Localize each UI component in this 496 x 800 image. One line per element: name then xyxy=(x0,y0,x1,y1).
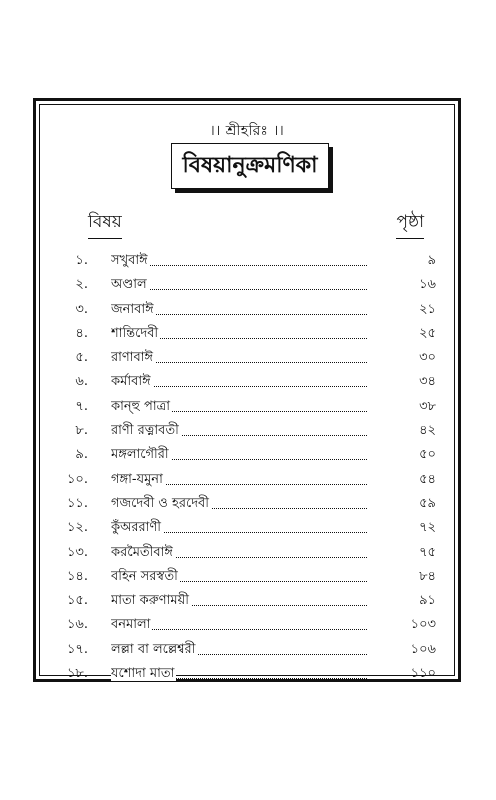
entry-page: ১৬ xyxy=(419,277,436,293)
title-box xyxy=(171,143,329,189)
list-item xyxy=(40,324,454,348)
entry-page: ২৫ xyxy=(419,325,436,341)
list-item xyxy=(40,397,454,421)
entry-page: ১০৩ xyxy=(410,617,436,633)
entry-title-line xyxy=(111,664,367,685)
list-item xyxy=(40,591,454,615)
entry-title-line xyxy=(111,591,367,612)
entry-title-line xyxy=(111,348,367,369)
invocation-text: ।। শ্রীহরিঃ ।। xyxy=(209,123,285,139)
entry-title: কর্মাবাঈ xyxy=(111,374,151,390)
entry-page: ৫৪ xyxy=(419,471,436,487)
entry-number: ১১. xyxy=(66,495,88,511)
entry-page: ৩০ xyxy=(419,350,436,366)
entry-title-line xyxy=(111,494,367,515)
header-page: পৃষ্ঠা xyxy=(396,209,424,239)
entry-title: সখুবাঈ xyxy=(111,253,148,268)
list-item xyxy=(40,543,454,567)
dot-leader xyxy=(111,289,367,290)
list-item xyxy=(40,567,454,591)
list-item xyxy=(40,275,454,299)
list-item xyxy=(40,251,454,275)
entry-title: অণ্ডাল xyxy=(111,277,147,293)
entry-number: ৯. xyxy=(75,447,88,463)
entry-title-line xyxy=(111,567,367,588)
entry-title: লল্লা বা লল্লেশ্বরী xyxy=(111,641,196,657)
contents-list xyxy=(40,251,454,688)
entry-page: ১১০ xyxy=(410,666,436,682)
entry-number: ৩. xyxy=(75,301,88,317)
entry-page: ১০৬ xyxy=(410,641,436,657)
entry-title-line xyxy=(111,543,367,564)
list-item xyxy=(40,640,454,664)
entry-number: ৬. xyxy=(75,374,88,390)
entry-title: কুঁঅররাণী xyxy=(111,520,162,536)
entry-number: ১২. xyxy=(66,520,88,536)
entry-number: ১. xyxy=(75,253,88,268)
entry-title: বনমালা xyxy=(111,617,151,633)
entry-page: ২১ xyxy=(419,301,436,317)
entry-number: ৮. xyxy=(75,423,88,439)
entry-page: ৯ xyxy=(427,253,436,268)
entry-title-line xyxy=(111,251,367,272)
page-frame xyxy=(33,98,461,682)
entry-title-line xyxy=(111,300,367,321)
entry-title-line xyxy=(111,445,367,466)
list-item xyxy=(40,470,454,494)
entry-page: ৭২ xyxy=(419,520,436,536)
entry-number: ২. xyxy=(75,277,88,293)
page-title: বিষয়ানুক্রমণিকা xyxy=(182,152,318,178)
entry-title-line xyxy=(111,615,367,636)
list-item xyxy=(40,445,454,469)
entry-number: ১৫. xyxy=(66,593,88,609)
entry-title: জনাবাঈ xyxy=(111,301,154,317)
header-subject: বিষয় xyxy=(88,209,122,239)
entry-number: ৪. xyxy=(75,325,88,341)
entry-page: ৫০ xyxy=(419,447,436,463)
entry-title: শান্তিদেবী xyxy=(111,325,159,341)
entry-number: ৫. xyxy=(75,350,88,366)
entry-title: যশোদা মাতা xyxy=(111,666,175,682)
entry-title: মঙ্গলাগৌরী xyxy=(111,447,169,463)
entry-page: ৪২ xyxy=(419,423,436,439)
entry-number: ১৭. xyxy=(66,641,88,657)
entry-title: রাণাবাঈ xyxy=(111,350,154,366)
entry-title-line xyxy=(111,324,367,345)
list-item xyxy=(40,518,454,542)
list-item xyxy=(40,300,454,324)
list-item xyxy=(40,348,454,372)
entry-title: বহিন সরস্বতী xyxy=(111,568,178,584)
entry-title-line xyxy=(111,421,367,442)
entry-title: গজদেবী ও হরদেবী xyxy=(111,495,209,511)
entry-page: ৩৮ xyxy=(419,398,436,414)
entry-title-line xyxy=(111,397,367,418)
entry-title: কান্হু পাত্রা xyxy=(111,398,170,414)
entry-number: ১৬. xyxy=(66,617,88,633)
entry-title: করমৈতীবাঈ xyxy=(111,544,173,560)
entry-title: রাণী রত্নাবতী xyxy=(111,423,179,439)
entry-title-line xyxy=(111,518,367,539)
entry-page: ৭৫ xyxy=(419,544,436,560)
list-item xyxy=(40,372,454,396)
entry-number: ৭. xyxy=(75,398,88,414)
entry-title-line xyxy=(111,275,367,296)
entry-number: ১৩. xyxy=(66,544,88,560)
entry-number: ১৪. xyxy=(66,568,88,584)
entry-page: ৩৪ xyxy=(419,374,436,390)
entry-page: ৫৯ xyxy=(419,495,436,511)
list-item xyxy=(40,494,454,518)
list-item xyxy=(40,615,454,639)
entry-page: ৮৪ xyxy=(419,568,436,584)
entry-title: গঙ্গা-যমুনা xyxy=(111,471,163,487)
entry-title-line xyxy=(111,372,367,393)
entry-title-line xyxy=(111,640,367,661)
entry-number: ১৮. xyxy=(66,666,88,682)
entry-title-line xyxy=(111,470,367,491)
inner-frame xyxy=(39,104,455,682)
entry-title: মাতা করুণাময়ী xyxy=(111,593,189,609)
list-item xyxy=(40,664,454,688)
entry-page: ৯১ xyxy=(419,593,436,609)
entry-number: ১০. xyxy=(66,471,88,487)
list-item xyxy=(40,421,454,445)
